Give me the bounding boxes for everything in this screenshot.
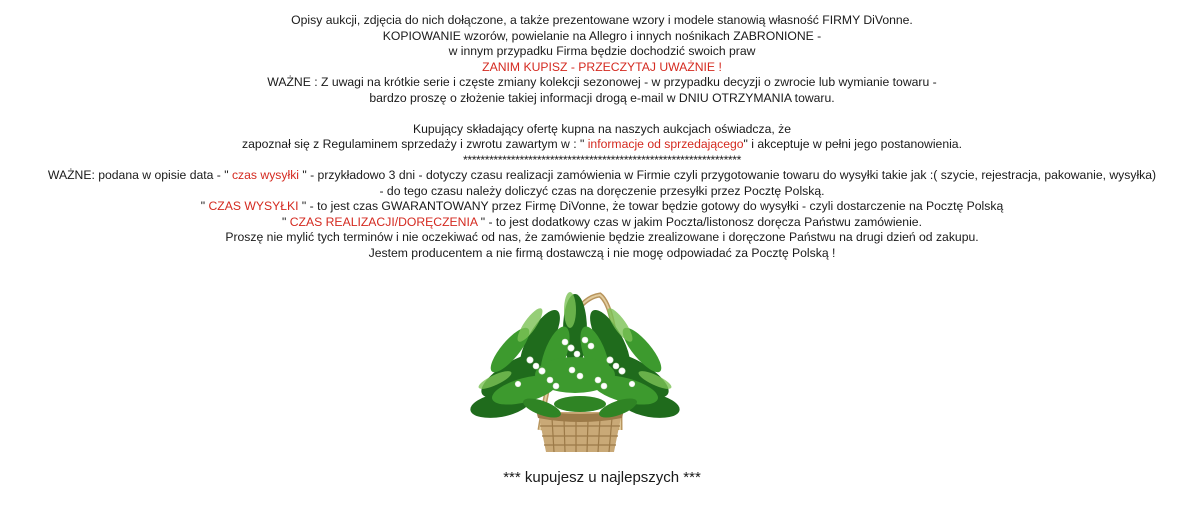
guaranteed-time-highlight: CZAS WYSYŁKI [205,199,299,213]
seller-notice [0,13,1204,261]
shipping-time-highlight: czas wysyłki [228,168,300,182]
guaranteed-time-quote: " [200,199,206,213]
delivery-add-line: - do tego czasu należy doliczyć czas na doręczenie przesyłki przez Pocztę Polską. [379,183,825,198]
lily-of-the-valley-basket-icon [470,280,680,460]
seller-info-link-text: informacje od sprzedającego [584,137,744,151]
terms-clarification-line: Proszę nie mylić tych terminów i nie oczekiwać od nas, że zamówienie będzie zrealizowane i doręczone Państwu na drugi dzień od zakupu. [225,230,979,244]
shipping-time-text-start: WAŻNE: podana w opisie data - " [47,168,229,182]
delivery-time-text-end: " - to jest dodatkowy czas w jakim Poczta/listonosz doręcza Państwu zamówienie. [477,214,922,229]
guaranteed-time-text-end: " - to jest czas GWARANTOWANY przez Firmę DiVonne, że towar będzie gotowy do wysyłki - czyli dostarczenie na Pocztę Polską [298,199,1004,213]
shipping-time-line [0,168,1204,184]
regulations-text-end: " i akceptuje w pełni jego postanowienia. [743,137,962,151]
return-notice-line: WAŻNE : Z uwagi na krótkie serie i częste zmiany kolekcji sezonowej - w przypadku decyzji o zwrocie lub wymianie towaru - [267,75,937,89]
regulations-text-start: zapoznał się z Regulaminem sprzedaży i zwrotu zawartym w : " [242,137,585,151]
spacer [0,106,1204,122]
copy-prohibited-line: KOPIOWANIE wzorów, powielanie na Allegro i innych nośnikach ZABRONIONE - [382,28,822,43]
legal-rights-line: w innym przypadku Firma będzie dochodzić swoich praw [448,44,756,58]
producer-disclaimer-line: Jestem producentem a nie firmą dostawczą i nie mogę odpowiadać za Pocztę Polską ! [368,245,836,260]
footer-slogan: *** kupujesz u najlepszych *** [503,469,701,486]
flower-basket-image [470,280,680,460]
ownership-line: Opisy aukcji, zdjęcia do nich dołączone, a także prezentowane wzory i modele stanowią własność FIRMY DiVonne. [291,13,913,27]
regulations-line [0,137,1204,153]
delivery-time-line [0,215,1204,231]
delivery-time-highlight: CZAS REALIZACJI/DORĘCZENIA [286,214,478,229]
read-carefully-warning: ZANIM KUPISZ - PRZECZYTAJ UWAŻNIE ! [482,59,722,74]
email-request-line: bardzo proszę o złożenie takiej informacji drogą e-mail w DNIU OTRZYMANIA towaru. [369,90,835,105]
separator-stars: **************************************************************** [463,152,741,167]
guaranteed-time-line [0,199,1204,215]
delivery-time-quote: " [282,214,287,229]
shipping-time-text-end: " - przykładowo 3 dni - dotyczy czasu realizacji zamówienia w Firmie czyli przygotowanie towaru do wysyłki takie jak :( szycie, rejestracja, pakowanie, wysyłka) [299,168,1157,182]
buyer-declaration-line: Kupujący składający ofertę kupna na naszych aukcjach oświadcza, że [412,121,792,136]
